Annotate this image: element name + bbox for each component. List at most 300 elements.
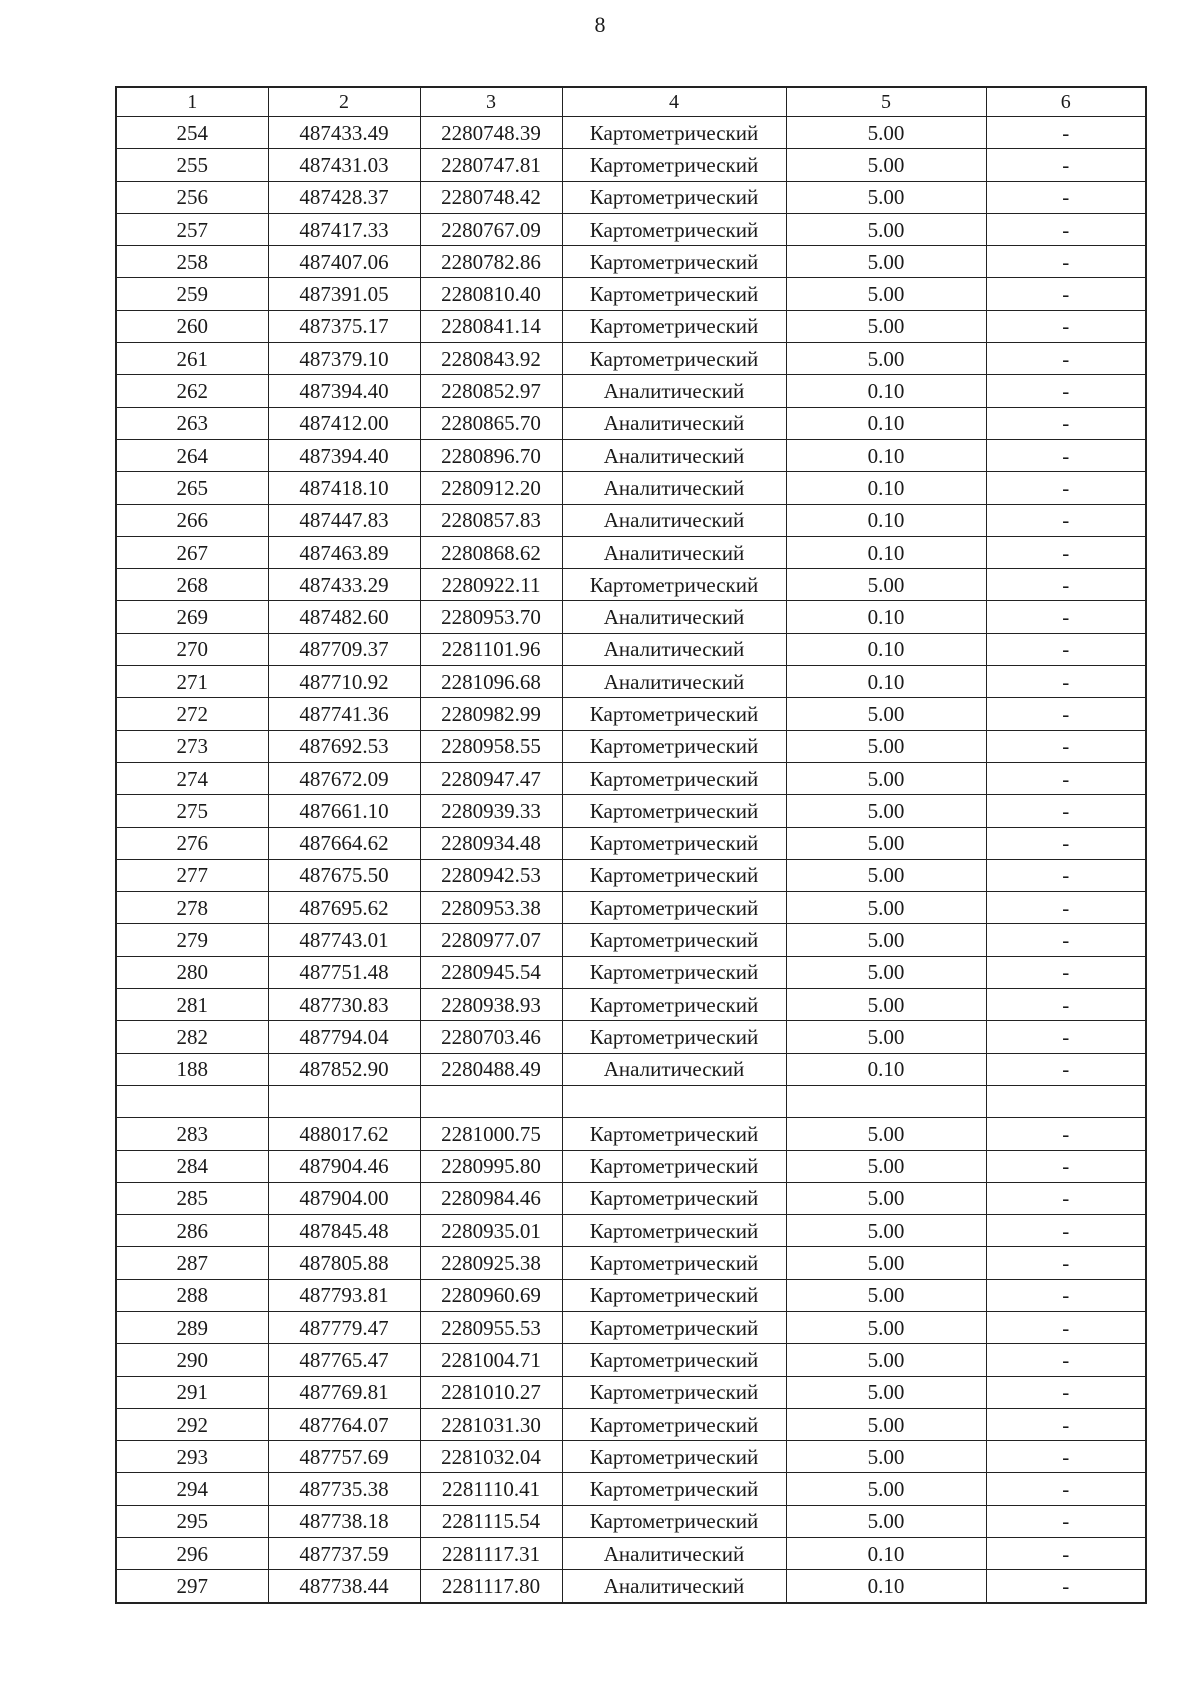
y-coordinate-cell: 2280953.70 xyxy=(420,601,562,633)
point-number-cell: 267 xyxy=(116,536,268,568)
note-cell: - xyxy=(986,1150,1146,1182)
point-number-cell: 258 xyxy=(116,246,268,278)
method-cell: Картометрический xyxy=(562,827,786,859)
note-cell: - xyxy=(986,989,1146,1021)
x-coordinate-cell: 487741.36 xyxy=(268,698,420,730)
table-row xyxy=(116,117,1146,149)
y-coordinate-cell: 2280747.81 xyxy=(420,149,562,181)
accuracy-cell: 0.10 xyxy=(786,1538,986,1570)
point-number-cell: 294 xyxy=(116,1473,268,1505)
note-cell: - xyxy=(986,1118,1146,1150)
point-number-cell: 256 xyxy=(116,181,268,213)
accuracy-cell: 5.00 xyxy=(786,1376,986,1408)
page-number: 8 xyxy=(594,12,606,37)
accuracy-cell: 0.10 xyxy=(786,1570,986,1603)
table-row xyxy=(116,246,1146,278)
accuracy-cell: 5.00 xyxy=(786,1344,986,1376)
point-number-cell: 269 xyxy=(116,601,268,633)
method-cell: Аналитический xyxy=(562,601,786,633)
point-number-cell: 261 xyxy=(116,343,268,375)
table-row xyxy=(116,1247,1146,1279)
method-cell: Картометрический xyxy=(562,1408,786,1440)
y-coordinate-cell: 2280810.40 xyxy=(420,278,562,310)
y-coordinate-cell: 2280748.39 xyxy=(420,117,562,149)
y-coordinate-cell: 2281031.30 xyxy=(420,1408,562,1440)
method-cell: Картометрический xyxy=(562,1150,786,1182)
point-number-cell: 297 xyxy=(116,1570,268,1603)
point-number-cell: 287 xyxy=(116,1247,268,1279)
note-cell: - xyxy=(986,1279,1146,1311)
y-coordinate-cell: 2281010.27 xyxy=(420,1376,562,1408)
method-cell: Картометрический xyxy=(562,956,786,988)
note-cell: - xyxy=(986,1053,1146,1085)
method-cell: Аналитический xyxy=(562,666,786,698)
method-cell: Картометрический xyxy=(562,149,786,181)
accuracy-cell: 0.10 xyxy=(786,504,986,536)
table-row xyxy=(116,213,1146,245)
method-cell: Картометрический xyxy=(562,1118,786,1150)
method-cell: Картометрический xyxy=(562,343,786,375)
point-number-cell: 293 xyxy=(116,1441,268,1473)
method-cell: Картометрический xyxy=(562,1215,786,1247)
y-coordinate-cell: 2280865.70 xyxy=(420,407,562,439)
y-coordinate-cell: 2280922.11 xyxy=(420,569,562,601)
point-number-cell: 255 xyxy=(116,149,268,181)
column-header: 3 xyxy=(420,87,562,117)
method-cell: Картометрический xyxy=(562,1344,786,1376)
table-row xyxy=(116,1215,1146,1247)
table-row xyxy=(116,1182,1146,1214)
point-number-cell: 279 xyxy=(116,924,268,956)
table-row xyxy=(116,795,1146,827)
method-cell: Картометрический xyxy=(562,730,786,762)
point-number-cell: 263 xyxy=(116,407,268,439)
point-number-cell: 276 xyxy=(116,827,268,859)
accuracy-cell: 0.10 xyxy=(786,633,986,665)
coordinates-table xyxy=(115,86,1147,1604)
x-coordinate-cell: 487769.81 xyxy=(268,1376,420,1408)
accuracy-cell: 0.10 xyxy=(786,1053,986,1085)
table-row xyxy=(116,601,1146,633)
note-cell: - xyxy=(986,1182,1146,1214)
y-coordinate-cell: 2280748.42 xyxy=(420,181,562,213)
method-cell: Картометрический xyxy=(562,117,786,149)
table-row xyxy=(116,633,1146,665)
x-coordinate-cell: 487664.62 xyxy=(268,827,420,859)
accuracy-cell: 5.00 xyxy=(786,795,986,827)
method-cell: Картометрический xyxy=(562,892,786,924)
accuracy-cell: 5.00 xyxy=(786,1505,986,1537)
table-row xyxy=(116,504,1146,536)
x-coordinate-cell: 487737.59 xyxy=(268,1538,420,1570)
y-coordinate-cell: 2280977.07 xyxy=(420,924,562,956)
point-number-cell: 275 xyxy=(116,795,268,827)
accuracy-cell: 5.00 xyxy=(786,1247,986,1279)
note-cell: - xyxy=(986,1376,1146,1408)
x-coordinate-cell: 487412.00 xyxy=(268,407,420,439)
y-coordinate-cell: 2280953.38 xyxy=(420,892,562,924)
note-cell: - xyxy=(986,569,1146,601)
method-cell: Аналитический xyxy=(562,407,786,439)
method-cell: Аналитический xyxy=(562,375,786,407)
point-number-cell: 266 xyxy=(116,504,268,536)
accuracy-cell: 5.00 xyxy=(786,892,986,924)
y-coordinate-cell: 2280945.54 xyxy=(420,956,562,988)
note-cell: - xyxy=(986,375,1146,407)
point-number-cell: 292 xyxy=(116,1408,268,1440)
coordinates-table-container xyxy=(115,86,1145,1604)
table-header xyxy=(116,87,1146,117)
point-number-cell: 283 xyxy=(116,1118,268,1150)
x-coordinate-cell: 487738.44 xyxy=(268,1570,420,1603)
accuracy-cell: 5.00 xyxy=(786,1311,986,1343)
x-coordinate-cell: 487672.09 xyxy=(268,762,420,794)
accuracy-cell: 5.00 xyxy=(786,310,986,342)
table-row xyxy=(116,1441,1146,1473)
y-coordinate-cell: 2281115.54 xyxy=(420,1505,562,1537)
note-cell: - xyxy=(986,1441,1146,1473)
point-number-cell: 271 xyxy=(116,666,268,698)
accuracy-cell: 5.00 xyxy=(786,730,986,762)
method-cell: Аналитический xyxy=(562,536,786,568)
point-number-cell: 290 xyxy=(116,1344,268,1376)
note-cell: - xyxy=(986,1505,1146,1537)
x-coordinate-cell: 487675.50 xyxy=(268,859,420,891)
x-coordinate-cell: 487779.47 xyxy=(268,1311,420,1343)
accuracy-cell: 5.00 xyxy=(786,149,986,181)
table-row xyxy=(116,698,1146,730)
y-coordinate-cell: 2280984.46 xyxy=(420,1182,562,1214)
note-cell: - xyxy=(986,149,1146,181)
note-cell: - xyxy=(986,213,1146,245)
point-number-cell: 296 xyxy=(116,1538,268,1570)
column-header: 2 xyxy=(268,87,420,117)
table-row xyxy=(116,1311,1146,1343)
x-coordinate-cell: 487730.83 xyxy=(268,989,420,1021)
point-number-cell: 288 xyxy=(116,1279,268,1311)
y-coordinate-cell: 2280939.33 xyxy=(420,795,562,827)
y-coordinate-cell: 2280782.86 xyxy=(420,246,562,278)
accuracy-cell: 5.00 xyxy=(786,213,986,245)
table-row xyxy=(116,343,1146,375)
point-number-cell: 188 xyxy=(116,1053,268,1085)
note-cell: - xyxy=(986,730,1146,762)
y-coordinate-cell: 2280841.14 xyxy=(420,310,562,342)
y-coordinate-cell: 2280868.62 xyxy=(420,536,562,568)
table-row xyxy=(116,1538,1146,1570)
x-coordinate-cell: 487391.05 xyxy=(268,278,420,310)
table-row xyxy=(116,892,1146,924)
y-coordinate-cell: 2281117.80 xyxy=(420,1570,562,1603)
note-cell: - xyxy=(986,472,1146,504)
y-coordinate-cell: 2281101.96 xyxy=(420,633,562,665)
note-cell xyxy=(986,1085,1146,1117)
column-header: 4 xyxy=(562,87,786,117)
method-cell: Картометрический xyxy=(562,1182,786,1214)
accuracy-cell: 5.00 xyxy=(786,924,986,956)
y-coordinate-cell: 2280934.48 xyxy=(420,827,562,859)
accuracy-cell: 5.00 xyxy=(786,1021,986,1053)
x-coordinate-cell: 487433.49 xyxy=(268,117,420,149)
point-number-cell: 272 xyxy=(116,698,268,730)
point-number-cell: 268 xyxy=(116,569,268,601)
column-header: 6 xyxy=(986,87,1146,117)
x-coordinate-cell: 487757.69 xyxy=(268,1441,420,1473)
y-coordinate-cell: 2281096.68 xyxy=(420,666,562,698)
method-cell: Аналитический xyxy=(562,1053,786,1085)
accuracy-cell: 5.00 xyxy=(786,1182,986,1214)
x-coordinate-cell: 487418.10 xyxy=(268,472,420,504)
table-row xyxy=(116,1118,1146,1150)
note-cell: - xyxy=(986,536,1146,568)
method-cell: Аналитический xyxy=(562,1538,786,1570)
x-coordinate-cell: 487692.53 xyxy=(268,730,420,762)
note-cell: - xyxy=(986,407,1146,439)
note-cell: - xyxy=(986,892,1146,924)
accuracy-cell: 5.00 xyxy=(786,278,986,310)
x-coordinate-cell: 487433.29 xyxy=(268,569,420,601)
note-cell: - xyxy=(986,310,1146,342)
note-cell: - xyxy=(986,762,1146,794)
method-cell: Аналитический xyxy=(562,504,786,536)
y-coordinate-cell: 2280995.80 xyxy=(420,1150,562,1182)
method-cell: Картометрический xyxy=(562,1441,786,1473)
note-cell: - xyxy=(986,859,1146,891)
note-cell: - xyxy=(986,1570,1146,1603)
point-number-cell xyxy=(116,1085,268,1117)
accuracy-cell: 5.00 xyxy=(786,698,986,730)
table-row xyxy=(116,1150,1146,1182)
x-coordinate-cell: 488017.62 xyxy=(268,1118,420,1150)
table-row xyxy=(116,989,1146,1021)
method-cell: Аналитический xyxy=(562,633,786,665)
x-coordinate-cell: 487765.47 xyxy=(268,1344,420,1376)
point-number-cell: 257 xyxy=(116,213,268,245)
method-cell: Картометрический xyxy=(562,246,786,278)
x-coordinate-cell: 487379.10 xyxy=(268,343,420,375)
table-row xyxy=(116,859,1146,891)
method-cell: Картометрический xyxy=(562,213,786,245)
note-cell: - xyxy=(986,795,1146,827)
y-coordinate-cell: 2280942.53 xyxy=(420,859,562,891)
table-row xyxy=(116,1021,1146,1053)
point-number-cell: 274 xyxy=(116,762,268,794)
note-cell: - xyxy=(986,1215,1146,1247)
note-cell: - xyxy=(986,343,1146,375)
table-row xyxy=(116,762,1146,794)
method-cell: Картометрический xyxy=(562,569,786,601)
note-cell: - xyxy=(986,1408,1146,1440)
table-row xyxy=(116,1344,1146,1376)
point-number-cell: 282 xyxy=(116,1021,268,1053)
y-coordinate-cell: 2281117.31 xyxy=(420,1538,562,1570)
point-number-cell: 291 xyxy=(116,1376,268,1408)
accuracy-cell xyxy=(786,1085,986,1117)
x-coordinate-cell: 487805.88 xyxy=(268,1247,420,1279)
x-coordinate-cell: 487417.33 xyxy=(268,213,420,245)
x-coordinate-cell: 487852.90 xyxy=(268,1053,420,1085)
y-coordinate-cell: 2280912.20 xyxy=(420,472,562,504)
method-cell: Картометрический xyxy=(562,1311,786,1343)
table-row xyxy=(116,1570,1146,1603)
method-cell: Картометрический xyxy=(562,859,786,891)
y-coordinate-cell: 2280960.69 xyxy=(420,1279,562,1311)
x-coordinate-cell: 487845.48 xyxy=(268,1215,420,1247)
method-cell: Картометрический xyxy=(562,762,786,794)
x-coordinate-cell: 487463.89 xyxy=(268,536,420,568)
y-coordinate-cell: 2280958.55 xyxy=(420,730,562,762)
method-cell: Картометрический xyxy=(562,310,786,342)
y-coordinate-cell: 2280938.93 xyxy=(420,989,562,1021)
point-number-cell: 254 xyxy=(116,117,268,149)
y-coordinate-cell: 2280925.38 xyxy=(420,1247,562,1279)
table-row xyxy=(116,827,1146,859)
note-cell: - xyxy=(986,1247,1146,1279)
x-coordinate-cell: 487407.06 xyxy=(268,246,420,278)
method-cell: Картометрический xyxy=(562,181,786,213)
table-row xyxy=(116,1473,1146,1505)
accuracy-cell: 0.10 xyxy=(786,407,986,439)
accuracy-cell: 5.00 xyxy=(786,246,986,278)
table-row xyxy=(116,439,1146,471)
y-coordinate-cell: 2280955.53 xyxy=(420,1311,562,1343)
table-row xyxy=(116,310,1146,342)
point-number-cell: 262 xyxy=(116,375,268,407)
point-number-cell: 260 xyxy=(116,310,268,342)
table-row xyxy=(116,1279,1146,1311)
accuracy-cell: 5.00 xyxy=(786,762,986,794)
x-coordinate-cell: 487710.92 xyxy=(268,666,420,698)
note-cell: - xyxy=(986,601,1146,633)
accuracy-cell: 0.10 xyxy=(786,472,986,504)
x-coordinate-cell: 487695.62 xyxy=(268,892,420,924)
method-cell: Картометрический xyxy=(562,795,786,827)
accuracy-cell: 5.00 xyxy=(786,989,986,1021)
method-cell: Картометрический xyxy=(562,989,786,1021)
y-coordinate-cell: 2280947.47 xyxy=(420,762,562,794)
method-cell: Картометрический xyxy=(562,1376,786,1408)
accuracy-cell: 5.00 xyxy=(786,1215,986,1247)
accuracy-cell: 0.10 xyxy=(786,601,986,633)
x-coordinate-cell: 487793.81 xyxy=(268,1279,420,1311)
y-coordinate-cell: 2281004.71 xyxy=(420,1344,562,1376)
point-number-cell: 285 xyxy=(116,1182,268,1214)
x-coordinate-cell: 487428.37 xyxy=(268,181,420,213)
x-coordinate-cell: 487735.38 xyxy=(268,1473,420,1505)
accuracy-cell: 0.10 xyxy=(786,666,986,698)
note-cell: - xyxy=(986,439,1146,471)
method-cell: Картометрический xyxy=(562,1247,786,1279)
accuracy-cell: 5.00 xyxy=(786,827,986,859)
point-number-cell: 281 xyxy=(116,989,268,1021)
table-row xyxy=(116,407,1146,439)
x-coordinate-cell: 487751.48 xyxy=(268,956,420,988)
point-number-cell: 278 xyxy=(116,892,268,924)
point-number-cell: 286 xyxy=(116,1215,268,1247)
note-cell: - xyxy=(986,504,1146,536)
accuracy-cell: 0.10 xyxy=(786,439,986,471)
point-number-cell: 277 xyxy=(116,859,268,891)
note-cell: - xyxy=(986,246,1146,278)
accuracy-cell: 5.00 xyxy=(786,859,986,891)
y-coordinate-cell: 2280852.97 xyxy=(420,375,562,407)
note-cell: - xyxy=(986,666,1146,698)
y-coordinate-cell: 2281032.04 xyxy=(420,1441,562,1473)
y-coordinate-cell: 2280767.09 xyxy=(420,213,562,245)
method-cell: Картометрический xyxy=(562,278,786,310)
x-coordinate-cell: 487394.40 xyxy=(268,375,420,407)
note-cell: - xyxy=(986,698,1146,730)
table-row xyxy=(116,278,1146,310)
table-row xyxy=(116,536,1146,568)
y-coordinate-cell: 2280982.99 xyxy=(420,698,562,730)
point-number-cell: 284 xyxy=(116,1150,268,1182)
method-cell: Картометрический xyxy=(562,1505,786,1537)
accuracy-cell: 5.00 xyxy=(786,343,986,375)
point-number-cell: 259 xyxy=(116,278,268,310)
method-cell: Аналитический xyxy=(562,1570,786,1603)
note-cell: - xyxy=(986,1311,1146,1343)
x-coordinate-cell: 487394.40 xyxy=(268,439,420,471)
accuracy-cell: 5.00 xyxy=(786,1408,986,1440)
point-number-cell: 264 xyxy=(116,439,268,471)
table-row xyxy=(116,956,1146,988)
note-cell: - xyxy=(986,827,1146,859)
table-row xyxy=(116,1408,1146,1440)
table-row xyxy=(116,730,1146,762)
y-coordinate-cell: 2280896.70 xyxy=(420,439,562,471)
table-row xyxy=(116,472,1146,504)
note-cell: - xyxy=(986,117,1146,149)
method-cell: Картометрический xyxy=(562,698,786,730)
column-header: 1 xyxy=(116,87,268,117)
table-row xyxy=(116,1505,1146,1537)
method-cell xyxy=(562,1085,786,1117)
x-coordinate-cell: 487709.37 xyxy=(268,633,420,665)
y-coordinate-cell: 2281000.75 xyxy=(420,1118,562,1150)
column-header: 5 xyxy=(786,87,986,117)
y-coordinate-cell: 2281110.41 xyxy=(420,1473,562,1505)
note-cell: - xyxy=(986,181,1146,213)
accuracy-cell: 5.00 xyxy=(786,1473,986,1505)
point-number-cell: 270 xyxy=(116,633,268,665)
table-row xyxy=(116,924,1146,956)
header-row xyxy=(116,87,1146,117)
accuracy-cell: 5.00 xyxy=(786,181,986,213)
x-coordinate-cell: 487482.60 xyxy=(268,601,420,633)
point-number-cell: 295 xyxy=(116,1505,268,1537)
accuracy-cell: 0.10 xyxy=(786,536,986,568)
y-coordinate-cell: 2280857.83 xyxy=(420,504,562,536)
method-cell: Картометрический xyxy=(562,1279,786,1311)
x-coordinate-cell: 487904.46 xyxy=(268,1150,420,1182)
accuracy-cell: 5.00 xyxy=(786,956,986,988)
point-number-cell: 280 xyxy=(116,956,268,988)
table-row xyxy=(116,1376,1146,1408)
table-row xyxy=(116,181,1146,213)
x-coordinate-cell xyxy=(268,1085,420,1117)
x-coordinate-cell: 487447.83 xyxy=(268,504,420,536)
note-cell: - xyxy=(986,1344,1146,1376)
note-cell: - xyxy=(986,956,1146,988)
x-coordinate-cell: 487743.01 xyxy=(268,924,420,956)
accuracy-cell: 5.00 xyxy=(786,1441,986,1473)
x-coordinate-cell: 487764.07 xyxy=(268,1408,420,1440)
y-coordinate-cell: 2280843.92 xyxy=(420,343,562,375)
table-row xyxy=(116,666,1146,698)
note-cell: - xyxy=(986,1473,1146,1505)
method-cell: Аналитический xyxy=(562,439,786,471)
